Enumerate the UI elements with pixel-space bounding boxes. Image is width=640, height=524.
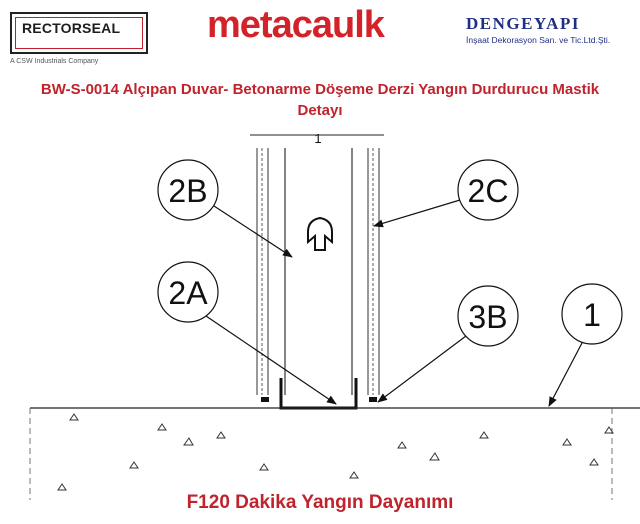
callout-2c-label: 2C <box>467 173 509 209</box>
title-line-2: Detayı <box>297 102 343 119</box>
callout-2a <box>158 262 336 404</box>
callout-1-label: 1 <box>583 297 601 333</box>
metacaulk-logo: metacaulk <box>207 4 384 46</box>
gypsum-wall <box>257 148 379 395</box>
callout-2b-label: 2B <box>168 173 208 209</box>
dimension-line <box>250 131 384 146</box>
callout-2c <box>374 160 518 226</box>
dimension-label: 1 <box>314 131 322 146</box>
title-line-1: BW-S-0014 Alçıpan Duvar- Betonarme Döşeme Derzi Yangın Durdurucu Mastik <box>40 81 600 98</box>
callout-2b <box>158 160 292 257</box>
callout-2a-label: 2A <box>168 275 208 311</box>
up-arrow-icon <box>308 218 332 250</box>
rectorseal-tagline: A CSW Industrials Company <box>10 58 99 65</box>
callout-3b-label: 3B <box>468 299 508 335</box>
rectorseal-name: RECTORSEAL <box>22 20 121 36</box>
dengeyapi-name: DENGEYAPI <box>466 14 580 33</box>
callout-3b <box>378 286 518 402</box>
dengeyapi-subtitle: İnşaat Dekorasyon San. ve Tic.Ltd.Şti. <box>466 35 611 45</box>
sealant-joints <box>261 397 377 402</box>
fire-rating-caption: F120 Dakika Yangın Dayanımı <box>186 492 454 513</box>
floor-track <box>281 378 356 408</box>
concrete-slab <box>30 408 640 500</box>
callout-1 <box>549 284 622 406</box>
